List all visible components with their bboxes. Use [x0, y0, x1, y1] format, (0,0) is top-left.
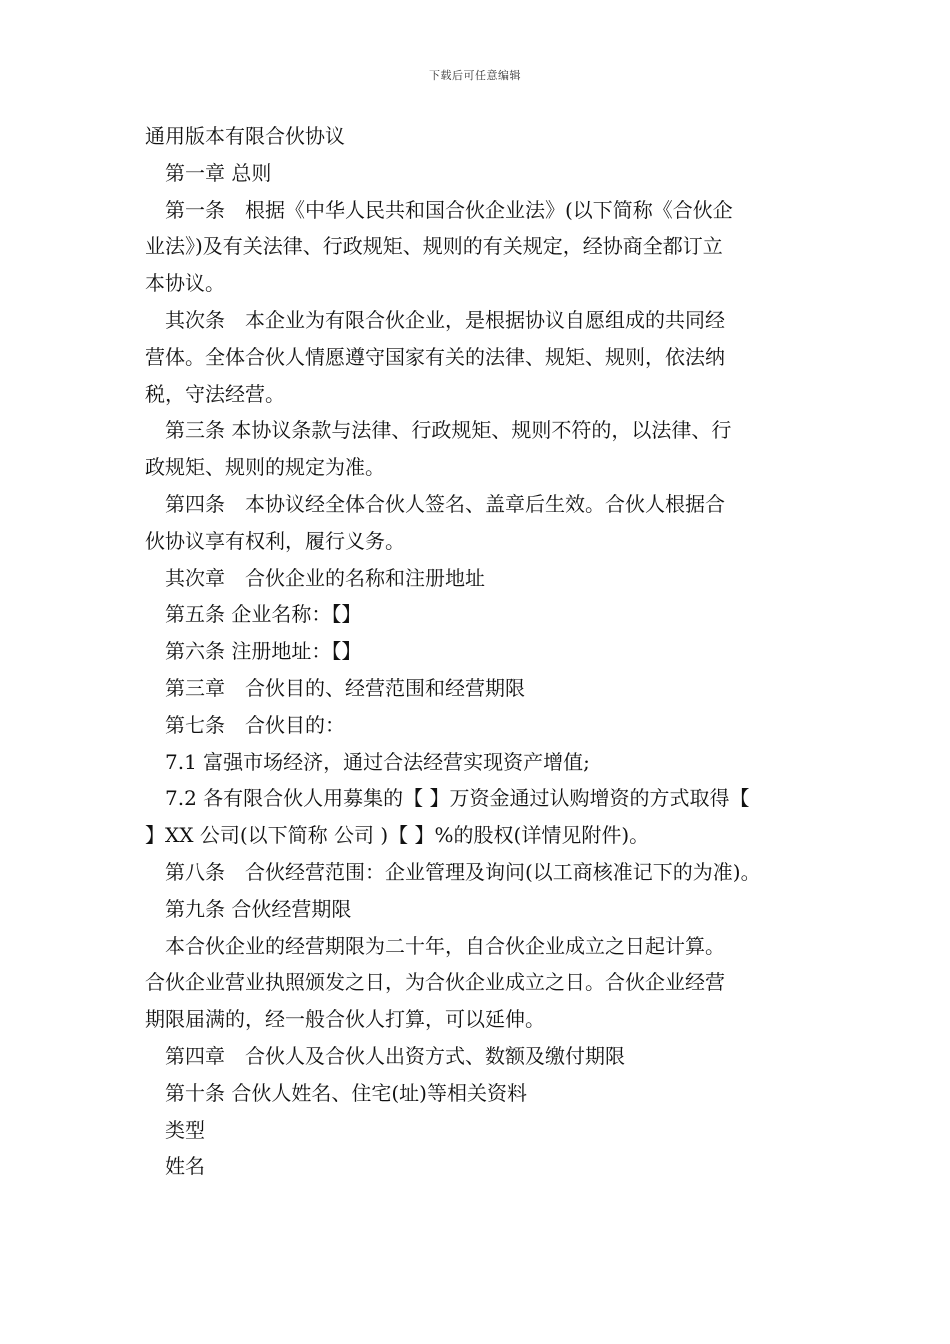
article-line: 本协议。 [145, 271, 225, 296]
chapter-heading: 第一章 总则 [165, 160, 272, 185]
article-line: 营体。全体合伙人情愿遵守国家有关的法律、规矩、规则，依法纳 [145, 344, 725, 369]
article-line: 合伙企业营业执照颁发之日，为合伙企业成立之日。合伙企业经营 [145, 970, 725, 995]
article-line: 第三条 本协议条款与法律、行政规矩、规则不符的，以法律、行 [165, 418, 732, 443]
article-line: 第八条 合伙经营范围：企业管理及询问(以工商核准记下的为准)。 [165, 859, 761, 884]
document-title: 通用版本有限合伙协议 [145, 124, 345, 148]
article-line: 期限届满的，经一般合伙人打算，可以延伸。 [145, 1007, 545, 1032]
article-line: 第十条 合伙人姓名、住宅(址)等相关资料 [165, 1080, 527, 1105]
page-header-note: 下载后可任意编辑 [429, 69, 521, 82]
article-line: 其次条 本企业为有限合伙企业，是根据协议自愿组成的共同经 [165, 307, 725, 332]
article-line: 第六条 注册地址：【】 [165, 639, 362, 664]
clause-line: 7.1 富强市场经济，通过合法经营实现资产增值; [165, 749, 590, 774]
article-line: 政规矩、规则的规定为准。 [145, 455, 385, 480]
article-line: 第四条 本协议经全体合伙人签名、盖章后生效。合伙人根据合 [165, 491, 725, 516]
chapter-heading: 其次章 合伙企业的名称和注册地址 [165, 565, 485, 590]
document-body [145, 118, 810, 1185]
article-line: 第五条 企业名称：【】 [165, 602, 362, 627]
article-line: 第七条 合伙目的： [165, 712, 345, 737]
table-label-name: 姓名 [165, 1154, 205, 1179]
clause-line: 】XX 公司(以下简称 公司 )【 】%的股权(详情见附件)。 [145, 823, 650, 848]
article-line: 税，守法经营。 [145, 381, 285, 406]
clause-line: 7.2 各有限合伙人用募集的【 】万资金通过认购增资的方式取得【 [165, 786, 750, 811]
article-line: 第九条 合伙经营期限 [165, 896, 352, 921]
table-label-type: 类型 [165, 1117, 205, 1142]
article-line: 本合伙企业的经营期限为二十年，自合伙企业成立之日起计算。 [165, 933, 725, 958]
article-line: 业法》)及有关法律、行政规矩、规则的有关规定，经协商全都订立 [145, 234, 723, 259]
chapter-heading: 第四章 合伙人及合伙人出资方式、数额及缴付期限 [165, 1043, 625, 1068]
article-line: 伙协议享有权利，履行义务。 [145, 528, 405, 553]
chapter-heading: 第三章 合伙目的、经营范围和经营期限 [165, 675, 525, 700]
article-line: 第一条 根据《中华人民共和国合伙企业法》(以下简称《合伙企 [165, 197, 733, 222]
